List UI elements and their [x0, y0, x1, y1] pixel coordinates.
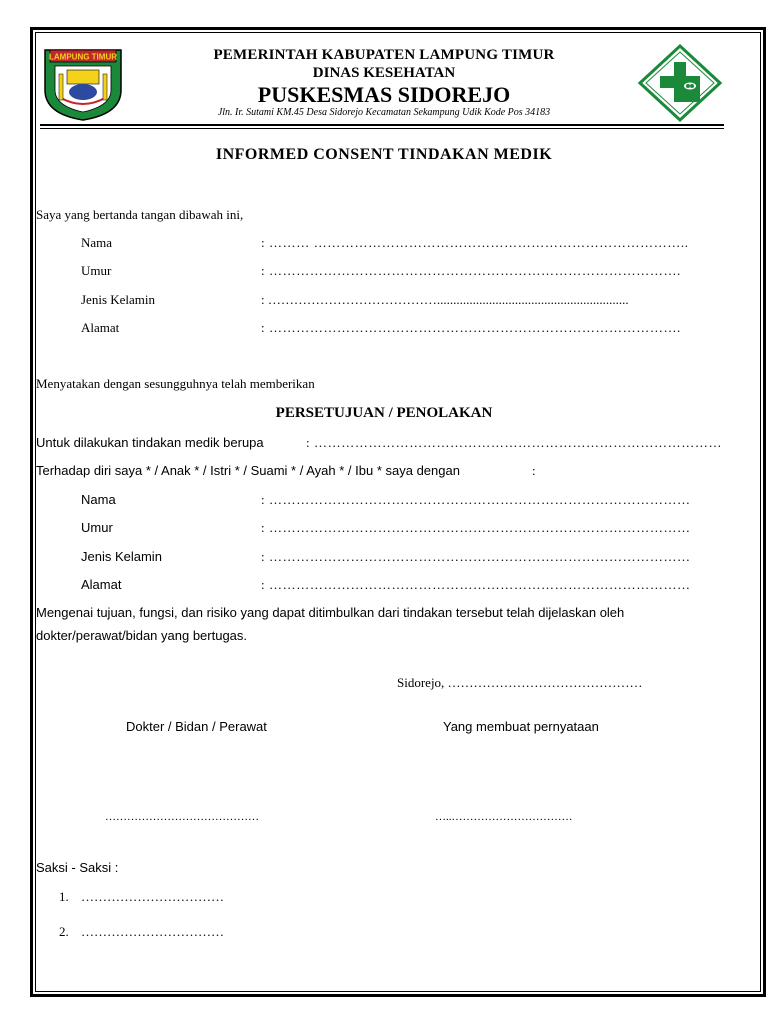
witness-2-number: 2. [59, 924, 69, 939]
procedure-label: Untuk dilakukan tindakan medik berupa [36, 435, 264, 450]
witness-label: Saksi - Saksi : [36, 860, 119, 875]
patient-name-field[interactable]: : ………………………………………………………………………………… [261, 492, 691, 507]
intro-text: Saya yang bertanda tangan dibawah ini, [36, 207, 244, 222]
signer-address-label: Alamat [81, 320, 120, 335]
patient-gender-field[interactable]: : ………………………………………………………………………………… [261, 549, 691, 564]
signer-gender-field[interactable]: : …………………………………........................................................... [261, 292, 629, 307]
procedure-field[interactable]: : ……………………………………………………………………………… [306, 435, 723, 450]
signer-name-field[interactable]: : ……… ……………………………………………………………………….. [261, 235, 689, 250]
header-rule-thin [40, 128, 724, 129]
signer-address-field[interactable]: : ………………………………………………………………………………. [261, 320, 681, 335]
statement-text: Menyatakan dengan sesungguhnya telah memberikan [36, 376, 315, 391]
sign-left-line[interactable]: …………………………………… [105, 811, 259, 823]
patient-age-label: Umur [81, 520, 113, 535]
signer-name-label: Nama [81, 235, 113, 250]
relation-colon: : [532, 463, 536, 478]
sign-right-label: Yang membuat pernyataan [443, 719, 599, 734]
sign-left-label: Dokter / Bidan / Perawat [126, 719, 267, 734]
header-department: DINAS KESEHATAN [312, 65, 456, 81]
patient-name-label: Nama [81, 492, 116, 507]
puskesmas-logo [638, 44, 722, 122]
explanation-line-2: dokter/perawat/bidan yang bertugas. [36, 628, 248, 643]
witness-1-number: 1. [59, 889, 69, 904]
witness-1-field[interactable]: …………………………… [81, 889, 224, 904]
header-rule-thick [40, 124, 724, 126]
consent-subtitle: PERSETUJUAN / PENOLAKAN [275, 405, 493, 421]
witness-2-field[interactable]: …………………………… [81, 924, 224, 939]
explanation-line-1: Mengenai tujuan, fungsi, dan risiko yang dapat ditimbulkan dari tindakan tersebut telah dijelaskan oleh [36, 605, 625, 620]
page-border-inner [35, 32, 761, 992]
signer-age-label: Umur [81, 263, 112, 278]
patient-age-field[interactable]: : ………………………………………………………………………………… [261, 520, 691, 535]
sign-right-line[interactable]: …..…………………………… [435, 811, 573, 823]
place-date-field[interactable]: Sidorejo, ……………………………………… [397, 675, 643, 690]
patient-address-label: Alamat [81, 577, 122, 592]
header-government: PEMERINTAH KABUPATEN LAMPUNG TIMUR [213, 47, 555, 63]
header-puskesmas: PUSKESMAS SIDOREJO [257, 82, 511, 107]
header-address: Jln. Ir. Sutami KM.45 Desa Sidorejo Kecamatan Sekampung Udik Kode Pos 34183 [217, 107, 551, 118]
signer-gender-label: Jenis Kelamin [81, 292, 156, 307]
patient-gender-label: Jenis Kelamin [81, 549, 162, 564]
logo-banner-text: LAMPUNG TIMUR [49, 52, 117, 62]
patient-address-field[interactable]: : ………………………………………………………………………………… [261, 577, 691, 592]
relation-label: Terhadap diri saya * / Anak * / Istri * / Suami * / Ayah * / Ibu * saya dengan [36, 463, 460, 478]
signer-age-field[interactable]: : ………………………………………………………………………………. [261, 263, 681, 278]
document-title: INFORMED CONSENT TINDAKAN MEDIK [215, 146, 553, 163]
